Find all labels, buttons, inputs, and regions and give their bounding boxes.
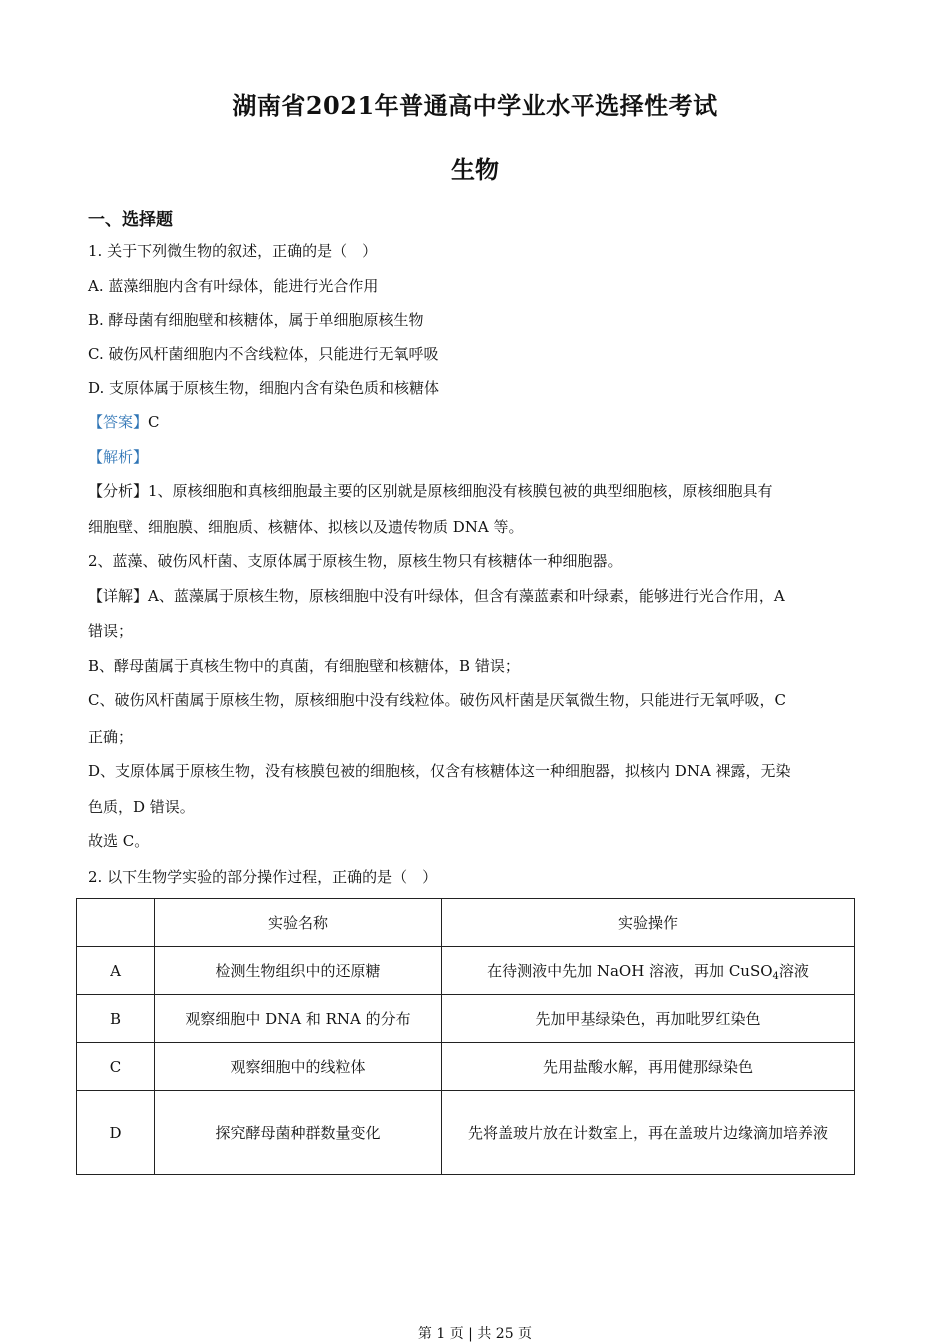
q1-option-d: D. 支原体属于原核生物，细胞内含有染色质和核糖体 <box>88 379 440 397</box>
question-2-stem: 2. 以下生物学实验的部分操作过程，正确的是（ ） <box>88 868 438 886</box>
answer-tag: 【答案】 <box>88 413 149 431</box>
q1-option-a: A. 蓝藻细胞内含有叶绿体，能进行光合作用 <box>88 277 379 295</box>
experiment-name-cell: 观察细胞中 DNA 和 RNA 的分布 <box>155 995 442 1043</box>
table-header-cell: 实验名称 <box>155 899 442 947</box>
option-cell: C <box>77 1043 155 1091</box>
option-cell: D <box>77 1091 155 1175</box>
analysis-line: 【分析】1、原核细胞和真核细胞最主要的区别就是原核细胞没有核膜包被的典型细胞核，原核细胞具有 <box>88 482 773 500</box>
analysis-line: 色质，D 错误。 <box>88 798 195 816</box>
q1-answer <box>88 412 160 432</box>
analysis-line: 错误； <box>88 622 134 640</box>
subject-title: 生物 <box>451 155 499 184</box>
table-row <box>77 947 855 995</box>
experiment-operation-cell: 先加甲基绿染色，再加吡罗红染色 <box>442 995 855 1043</box>
q1-option-b: B. 酵母菌有细胞壁和核糖体，属于单细胞原核生物 <box>88 311 424 329</box>
experiment-name-cell: 探究酵母菌种群数量变化 <box>155 1091 442 1175</box>
table-header-cell: 实验操作 <box>442 899 855 947</box>
table-header-cell <box>77 899 155 947</box>
analysis-line: 细胞壁、细胞膜、细胞质、核糖体、拟核以及遗传物质 DNA 等。 <box>88 518 524 536</box>
experiment-operation-cell <box>442 947 855 995</box>
subscript-4: 4 <box>772 970 779 982</box>
page-footer: 第 1 页 | 共 25 页 <box>417 1326 533 1342</box>
option-cell: B <box>77 995 155 1043</box>
analysis-line: 正确； <box>88 728 134 746</box>
answer-value: C <box>148 413 160 431</box>
operation-text: 在待测液中先加 NaOH 溶液，再加 CuSO <box>487 961 773 980</box>
analysis-tag: 【解析】 <box>88 448 149 466</box>
experiment-name-cell: 观察细胞中的线粒体 <box>155 1043 442 1091</box>
analysis-line: 故选 C。 <box>88 832 150 850</box>
table-row <box>77 1043 855 1091</box>
q1-option-c: C. 破伤风杆菌细胞内不含线粒体，只能进行无氧呼吸 <box>88 345 439 363</box>
question-1-stem: 1. 关于下列微生物的叙述，正确的是（ ） <box>88 242 378 260</box>
table-header-row <box>77 899 855 947</box>
experiment-name-cell: 检测生物组织中的还原糖 <box>155 947 442 995</box>
experiment-operation-cell: 先用盐酸水解，再用健那绿染色 <box>442 1043 855 1091</box>
analysis-line: C、破伤风杆菌属于原核生物，原核细胞中没有线粒体。破伤风杆菌是厌氧微生物，只能进行无氧呼吸，C <box>88 691 786 709</box>
exam-title: 湖南省2021年普通高中学业水平选择性考试 <box>232 91 718 120</box>
section-heading: 一、选择题 <box>88 210 173 230</box>
option-cell: A <box>77 947 155 995</box>
analysis-line: 2、蓝藻、破伤风杆菌、支原体属于原核生物，原核生物只有核糖体一种细胞器。 <box>88 552 623 570</box>
table-row <box>77 995 855 1043</box>
experiment-table <box>76 898 855 1175</box>
analysis-line: 【详解】A、蓝藻属于原核生物，原核细胞中没有叶绿体，但含有藻蓝素和叶绿素，能够进行光合作用，A <box>88 587 785 605</box>
experiment-operation-cell: 先将盖玻片放在计数室上，再在盖玻片边缘滴加培养液 <box>442 1091 855 1175</box>
operation-text: 溶液 <box>778 961 809 980</box>
table-row <box>77 1091 855 1175</box>
analysis-line: B、酵母菌属于真核生物中的真菌，有细胞壁和核糖体，B 错误； <box>88 657 520 675</box>
analysis-line: D、支原体属于原核生物，没有核膜包被的细胞核，仅含有核糖体这一种细胞器，拟核内 DNA 裸露，无染 <box>88 762 791 780</box>
